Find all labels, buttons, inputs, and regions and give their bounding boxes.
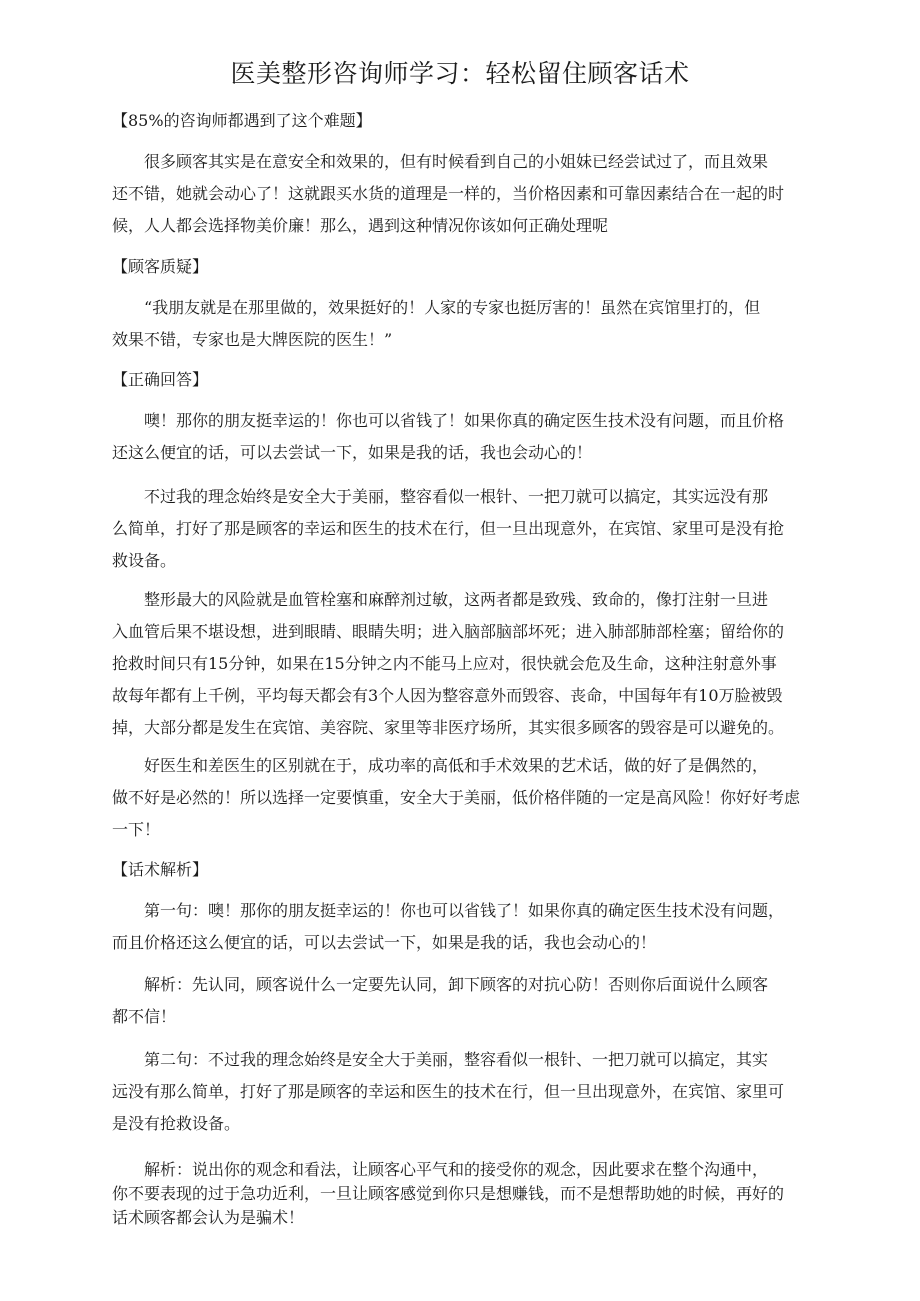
paragraph-analysis-4: 解析：说出你的观念和看法，让顾客心平气和的接受你的观念，因此要求在整个沟通中， 你不要表现的过于急功近利，一旦让顾客感觉到你只是想赚钱，而不是想帮助她的时候，再好的 话术顾客都会认为是骗术！ [112,1160,785,1227]
paragraph-answer-4: 好医生和差医生的区别就在于，成功率的高低和手术效果的艺术话，做的好了是偶然的， 做不好是必然的！所以选择一定要慎重，安全大于美丽，低价格伴随的一定是高风险！你好好考虑 一下！ [112,756,801,839]
section-heading-script-analysis: 【话术解析】 [112,860,209,879]
paragraph-analysis-3: 第二句：不过我的理念始终是安全大于美丽，整容看似一根针、一把刀就可以搞定，其实 远没有那么简单，打好了那是顾客的幸运和医生的技术在行，但一旦出现意外，在宾馆、家里可 是没有抢救设备。 [112,1050,785,1133]
paragraph-analysis-2: 解析：先认同，顾客说什么一定要先认同，卸下顾客的对抗心防！否则你后面说什么顾客 都不信！ [112,975,769,1026]
section-heading-correct-answer: 【正确回答】 [112,370,209,389]
paragraph-answer-3: 整形最大的风险就是血管栓塞和麻醉剂过敏，这两者都是致残、致命的，像打注射一旦进 入血管后果不堪设想，进到眼睛、眼睛失明；进入脑部脑部坏死；进入肺部肺部栓塞；留给你的 抢救时间只有15分钟，如果在15分钟之内不能马上应对，很快就会危及生命，这种注射意外事 故每年都有上千例，平均每天都会有3个人因为整容意外而毁容、丧命，中国每年有10万脸被毁 掉，大部分都是发生在宾馆、美容院、家里等非医疗场所，其实很多顾客的毁容是可以避免的。 [112,590,785,737]
section-heading-problem: 【85%的咨询师都遇到了这个难题】 [112,111,372,130]
paragraph-answer-1: 噢！那你的朋友挺幸运的！你也可以省钱了！如果你真的确定医生技术没有问题，而且价格 还这么便宜的话，可以去尝试一下，如果是我的话，我也会动心的！ [112,411,785,462]
paragraph-analysis-1: 第一句：噢！那你的朋友挺幸运的！你也可以省钱了！如果你真的确定医生技术没有问题， 而且价格还这么便宜的话，可以去尝试一下，如果是我的话，我也会动心的！ [112,901,785,952]
document-title: 医美整形咨询师学习：轻松留住顾客话术 [230,59,690,88]
paragraph-customer-quote: “我朋友就是在那里做的，效果挺好的！人家的专家也挺厉害的！虽然在宾馆里打的，但 效果不错，专家也是大牌医院的医生！” [112,298,761,349]
section-heading-customer-question: 【顾客质疑】 [112,257,209,276]
paragraph-intro: 很多顾客其实是在意安全和效果的，但有时候看到自己的小姐妹已经尝试过了，而且效果 还不错，她就会动心了！这就跟买水货的道理是一样的，当价格因素和可靠因素结合在一起的时 候，人人都会选择物美价廉！那么，遇到这种情况你该如何正确处理呢 [112,152,785,235]
paragraph-answer-2: 不过我的理念始终是安全大于美丽，整容看似一根针、一把刀就可以搞定，其实远没有那 么简单，打好了那是顾客的幸运和医生的技术在行，但一旦出现意外，在宾馆、家里可是没有抢 救设备。 [112,487,785,570]
